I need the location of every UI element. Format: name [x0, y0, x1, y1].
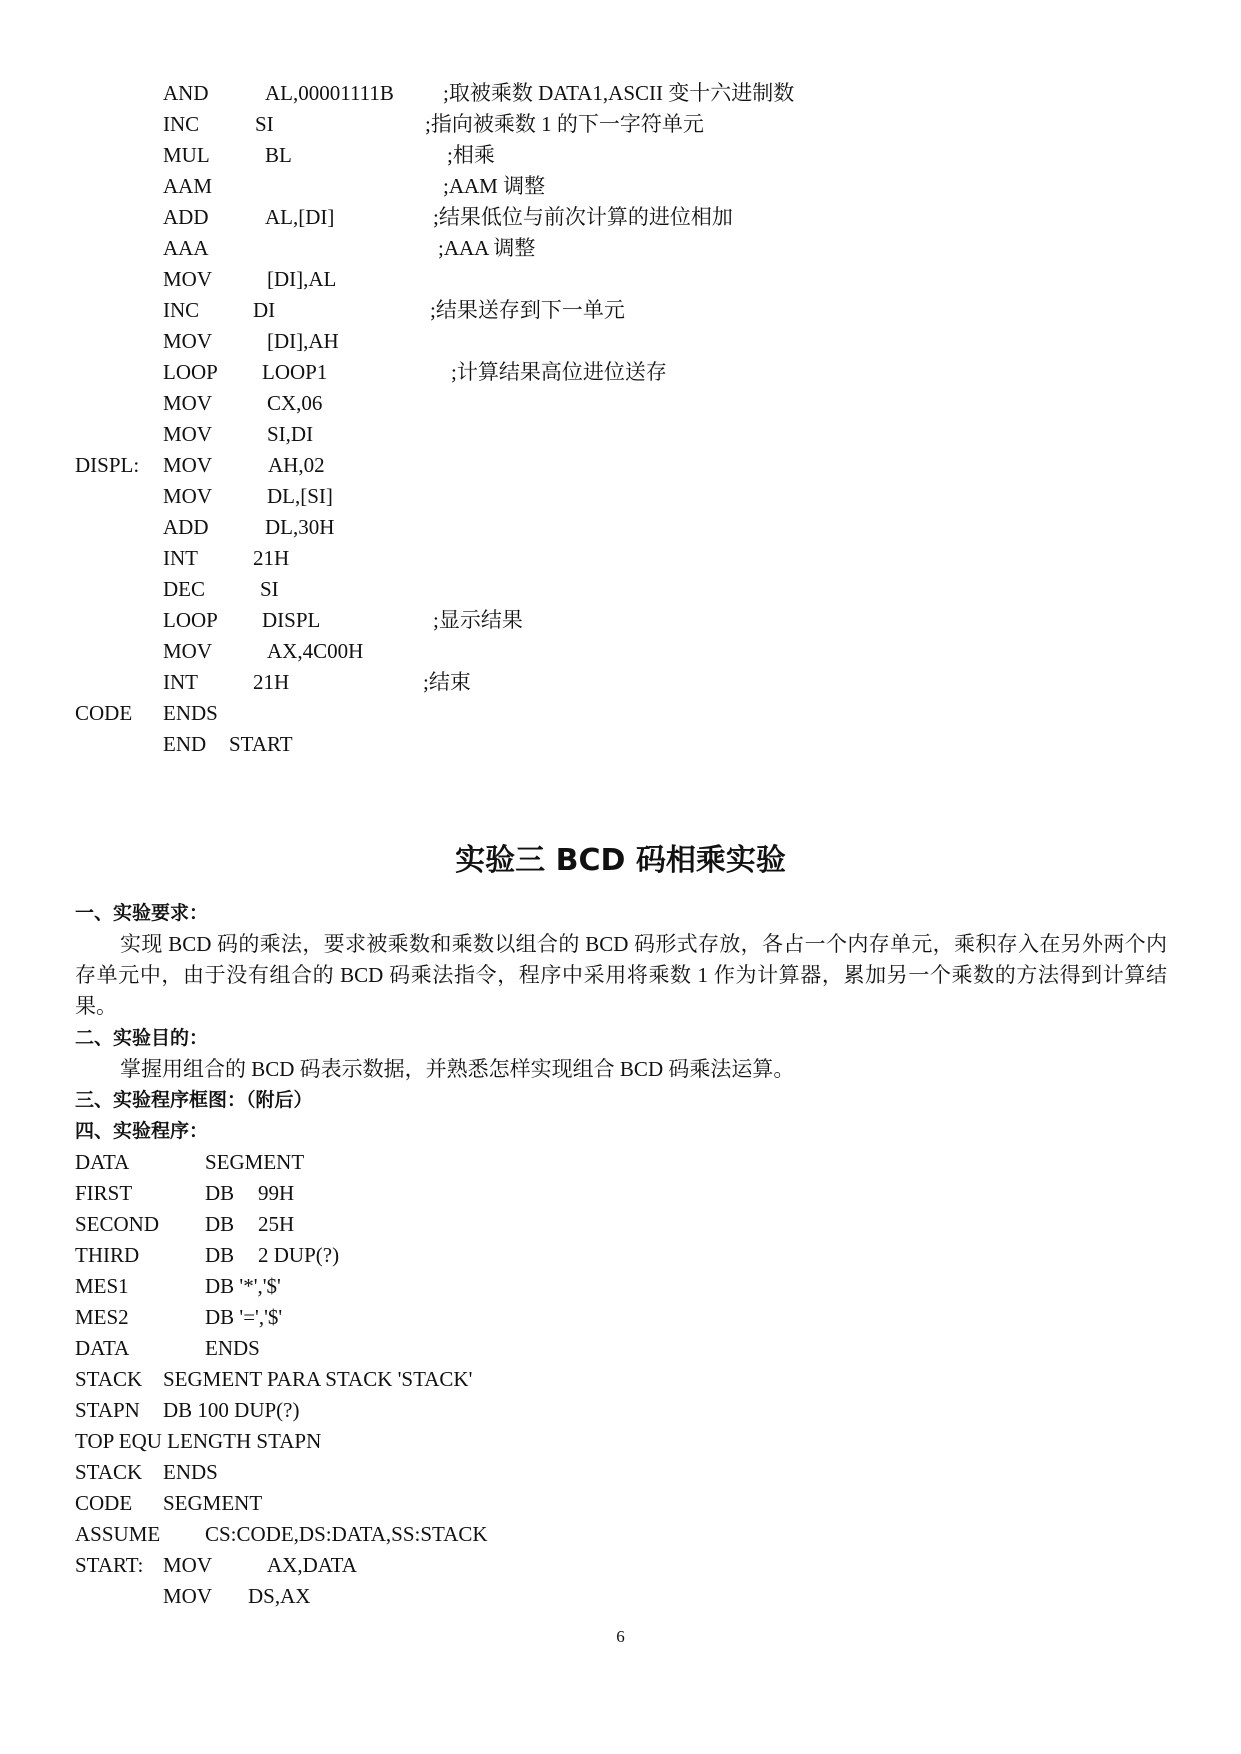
code-line — [0, 1178, 1241, 1208]
code-args: START — [229, 732, 293, 756]
code-args: AX,4C00H — [267, 639, 364, 663]
code-args: 21H — [253, 670, 290, 694]
code-op: DB — [205, 1243, 235, 1267]
code-line — [0, 667, 1241, 697]
code-args: AL,00001111B — [265, 81, 394, 105]
code-op: MOV — [163, 267, 213, 291]
heading-purpose: 二、实验目的： — [75, 1027, 209, 1049]
code-line — [0, 1240, 1241, 1270]
code-line — [0, 698, 1241, 728]
code-op: LOOP — [163, 608, 218, 632]
code-label: FIRST — [75, 1181, 133, 1205]
code-comment: ;相乘 — [447, 143, 495, 167]
code-args: AH,02 — [268, 453, 325, 477]
code-line — [0, 481, 1241, 511]
code-op: ADD — [163, 205, 209, 229]
code-op: AND — [163, 81, 209, 105]
page-number: 6 — [616, 1627, 625, 1646]
code-line — [0, 357, 1241, 387]
code-op: AAM — [163, 174, 213, 198]
code-op: SEGMENT — [205, 1150, 305, 1174]
heading-requirements: 一、实验要求： — [75, 902, 209, 924]
code-label: SECOND — [75, 1212, 160, 1236]
code-label: STACK — [75, 1460, 143, 1484]
code-line — [0, 419, 1241, 449]
code-line — [0, 1364, 1241, 1394]
code-line — [0, 1550, 1241, 1580]
code-args: AL,[DI] — [265, 205, 335, 229]
code-args: BL — [265, 143, 292, 167]
code-line — [0, 202, 1241, 232]
code-op: MOV — [163, 453, 213, 477]
code-line — [0, 326, 1241, 356]
code-op: INT — [163, 546, 198, 570]
code-op: LOOP — [163, 360, 218, 384]
code-op: DB — [205, 1181, 235, 1205]
code-label: MES1 — [75, 1274, 129, 1298]
code-label: CODE — [75, 701, 133, 725]
code-label: DATA — [75, 1336, 130, 1360]
code-op: DB '=','$' — [205, 1305, 283, 1329]
code-line — [0, 233, 1241, 263]
code-comment: ;指向被乘数 1 的下一字符单元 — [425, 112, 704, 136]
code-label: THIRD — [75, 1243, 140, 1267]
code-line — [0, 1395, 1241, 1425]
code-comment: ;AAM 调整 — [443, 174, 546, 198]
code-line — [0, 450, 1241, 480]
code-args: [DI],AL — [267, 267, 337, 291]
code-line — [0, 1333, 1241, 1363]
code-label: DISPL: — [75, 453, 140, 477]
code-label: STAPN — [75, 1398, 140, 1422]
code-args: DISPL — [262, 608, 321, 632]
heading-flowchart: 三、实验程序框图：（附后） — [75, 1089, 313, 1111]
code-op: ENDS — [205, 1336, 260, 1360]
code-line — [0, 1302, 1241, 1332]
code-args: [DI],AH — [267, 329, 339, 353]
code-op: MUL — [163, 143, 210, 167]
code-comment: ;计算结果高位进位送存 — [451, 360, 667, 384]
code-op: MOV — [163, 1553, 213, 1577]
code-op: MOV — [163, 422, 213, 446]
code-label: CODE — [75, 1491, 133, 1515]
code-args: CX,06 — [267, 391, 323, 415]
code-line — [0, 1488, 1241, 1518]
code-line — [0, 1271, 1241, 1301]
code-args: DL,[SI] — [267, 484, 333, 508]
heading-program: 四、实验程序： — [75, 1120, 209, 1142]
code-line — [0, 1581, 1241, 1611]
code-line — [0, 1457, 1241, 1487]
code-label: MES2 — [75, 1305, 129, 1329]
code-args: SI,DI — [267, 422, 314, 446]
code-line — [0, 388, 1241, 418]
code-line — [0, 171, 1241, 201]
code-label: STACK — [75, 1367, 143, 1391]
code-line — [0, 78, 1241, 108]
code-line — [0, 636, 1241, 666]
code-comment: ;显示结果 — [433, 608, 523, 632]
code-op: ADD — [163, 515, 209, 539]
code-line — [0, 605, 1241, 635]
code-comment: ;结果送存到下一单元 — [430, 298, 625, 322]
code-args: 25H — [258, 1212, 295, 1236]
code-op: DB 100 DUP(?) — [163, 1398, 300, 1422]
code-line — [0, 1209, 1241, 1239]
code-line — [0, 1426, 1241, 1456]
code-label: ASSUME — [75, 1522, 161, 1546]
paragraph-requirements: 实现 BCD 码的乘法，要求被乘数和乘数以组合的 BCD 码形式存放，各占一个内存单元，乘积存入在另外两个内存单元中，由于没有组合的 BCD 码乘法指令，程序中采用将乘数 1 作为计算器，累加另一个乘数的方法得到计算结果。 — [75, 932, 1167, 1018]
code-op: MOV — [163, 484, 213, 508]
code-op: MOV — [163, 329, 213, 353]
code-op: ENDS — [163, 701, 218, 725]
code-line — [0, 574, 1241, 604]
code-comment: ;结束 — [423, 670, 471, 694]
section-title: 实验三 BCD 码相乘实验 — [455, 843, 786, 878]
code-args: DL,30H — [265, 515, 335, 539]
code-op: SEGMENT — [163, 1491, 263, 1515]
code-line — [0, 512, 1241, 542]
code-args: 21H — [253, 546, 290, 570]
code-op: DB — [205, 1212, 235, 1236]
code-label: START: — [75, 1553, 144, 1577]
code-label: DATA — [75, 1150, 130, 1174]
code-op: MOV — [163, 639, 213, 663]
code-args: 2 DUP(?) — [258, 1243, 340, 1267]
code-args: SI — [260, 577, 279, 601]
code-op: CS:CODE,DS:DATA,SS:STACK — [205, 1522, 488, 1546]
code-line — [0, 729, 1241, 759]
code-op: DB '*','$' — [205, 1274, 281, 1298]
code-op: DEC — [163, 577, 205, 601]
code-args: SI — [255, 112, 274, 136]
code-args: 99H — [258, 1181, 295, 1205]
paragraph-purpose: 掌握用组合的 BCD 码表示数据，并熟悉怎样实现组合 BCD 码乘法运算。 — [120, 1057, 795, 1081]
code-op: INC — [163, 112, 200, 136]
code-line — [0, 109, 1241, 139]
code-line — [0, 1147, 1241, 1177]
code-args: AX,DATA — [267, 1553, 357, 1577]
code-op: MOV — [163, 391, 213, 415]
code-op: AAA — [163, 236, 209, 260]
code-op: INC — [163, 298, 200, 322]
code-op: SEGMENT PARA STACK 'STACK' — [163, 1367, 473, 1391]
code-line — [0, 140, 1241, 170]
code-args: DI — [253, 298, 276, 322]
code-comment: ;取被乘数 DATA1,ASCII 变十六进制数 — [443, 81, 795, 105]
code-line — [0, 264, 1241, 294]
code-op: MOV — [163, 1584, 213, 1608]
code-op: END — [163, 732, 207, 756]
code-line — [0, 295, 1241, 325]
code-comment: ;结果低位与前次计算的进位相加 — [433, 205, 733, 229]
code-comment: ;AAA 调整 — [438, 236, 536, 260]
code-op: ENDS — [163, 1460, 218, 1484]
code-label: TOP EQU LENGTH STAPN — [75, 1429, 322, 1453]
code-line — [0, 1519, 1241, 1549]
code-line — [0, 543, 1241, 573]
code-args: LOOP1 — [262, 360, 328, 384]
code-op: INT — [163, 670, 198, 694]
code-args: DS,AX — [248, 1584, 311, 1608]
